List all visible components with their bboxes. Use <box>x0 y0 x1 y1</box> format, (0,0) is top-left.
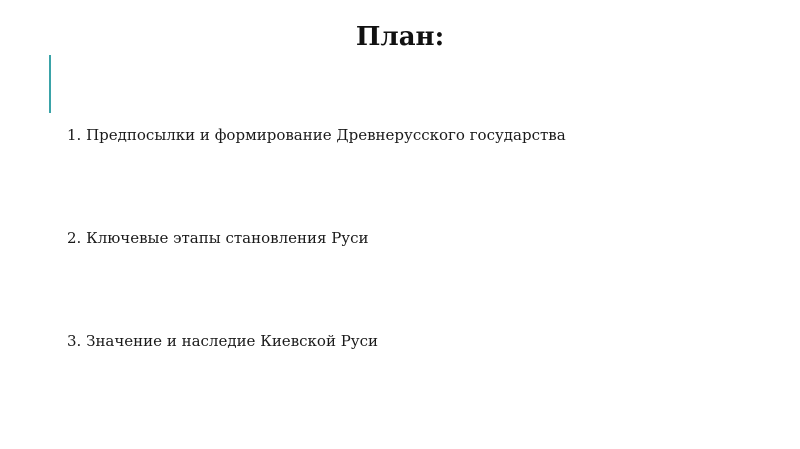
plan-item-number: 3. <box>67 332 82 350</box>
plan-item-number: 2. <box>67 229 82 247</box>
plan-item-text: Ключевые этапы становления Руси <box>86 229 369 247</box>
plan-item-number: 1. <box>67 126 82 144</box>
slide-title: План: <box>355 22 445 52</box>
plan-item-1 <box>67 125 566 145</box>
plan-item-text: Предпосылки и формирование Древнерусского государства <box>86 126 566 144</box>
plan-item-2 <box>67 228 369 248</box>
plan-item-text: Значение и наследие Киевской Руси <box>86 332 379 350</box>
plan-item-3 <box>67 331 378 351</box>
accent-bar <box>49 55 51 113</box>
